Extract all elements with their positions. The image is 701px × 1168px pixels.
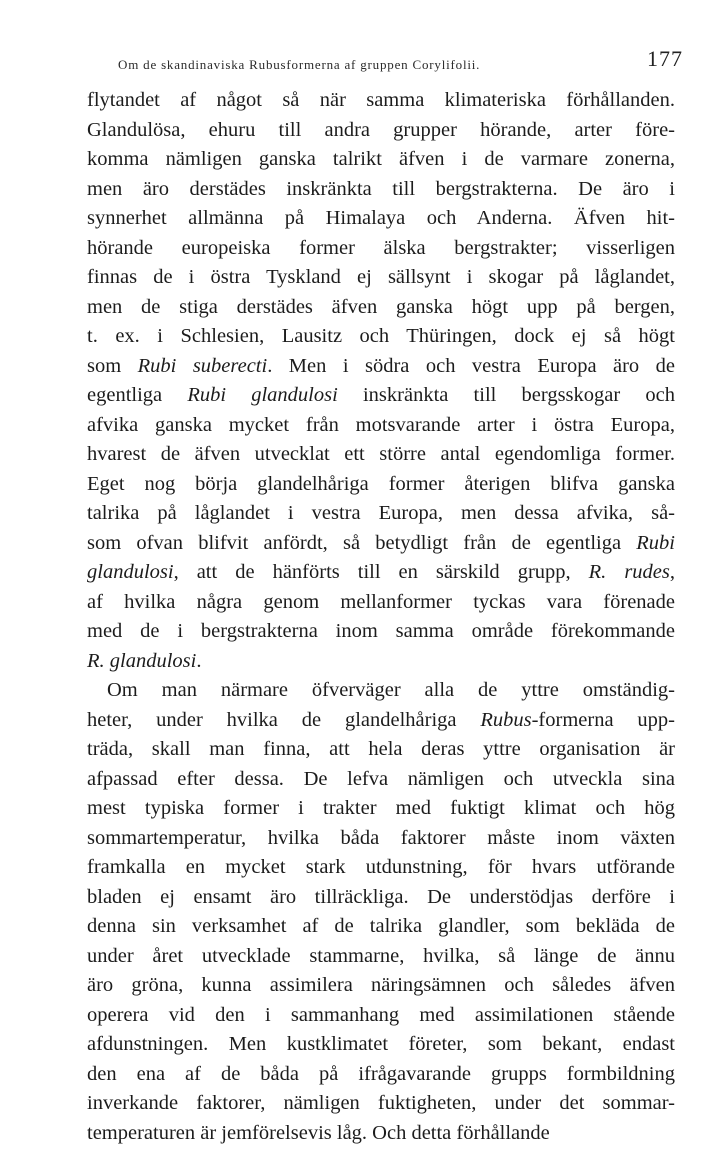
text-run: komma nämligen ganska talrikt äfven i de varmare zonerna, <box>87 148 675 170</box>
text-run: , <box>669 561 675 583</box>
text-run: den ena af de båda på ifrågavarande grupps formbildning <box>87 1062 675 1085</box>
text-line <box>87 529 675 559</box>
text-line <box>87 883 675 913</box>
text-line <box>87 1001 675 1031</box>
text-run: finnas de i östra Tyskland ej sällsynt i skogar på låglandet, <box>87 266 675 288</box>
text-line <box>87 470 675 500</box>
text-line <box>87 794 675 824</box>
text-run: Eget nog börja glandelhåriga former återigen blifva ganska <box>87 472 675 495</box>
text-line <box>87 617 675 647</box>
text-run: temperaturen är jemförelsevis låg. Och detta förhållande <box>87 1121 550 1144</box>
text-line <box>87 735 675 765</box>
text-line <box>87 116 675 146</box>
text-run: träda, skall man finna, att hela deras yttre organisation är <box>87 738 675 760</box>
italic-text: Rubus <box>480 708 532 731</box>
italic-text: R. glandulosi <box>87 649 197 672</box>
text-run: -formerna upp- <box>531 708 675 731</box>
text-line <box>87 1119 675 1149</box>
text-line <box>87 86 675 116</box>
text-line <box>87 322 675 352</box>
text-run: talrika på låglandet i vestra Europa, men dessa afvika, så- <box>87 502 675 524</box>
text-line <box>87 293 675 323</box>
text-run: . <box>196 649 202 672</box>
text-run: framkalla en mycket stark utdunstning, för hvars utförande <box>87 856 675 878</box>
text-run: heter, under hvilka de glandelhåriga <box>87 708 481 731</box>
text-line <box>87 175 675 205</box>
text-line <box>87 411 675 441</box>
text-line <box>87 676 675 706</box>
text-run: af hvilka några genom mellanformer tyckas vara förenade <box>87 590 675 613</box>
text-line <box>87 145 675 175</box>
text-run: operera vid den i sammanhang med assimilationen stående <box>87 1003 675 1026</box>
text-run: flytandet af något så när samma klimateriska förhållanden. <box>87 89 675 111</box>
text-run: under året utvecklade stammarne, hvilka, så länge de ännu <box>87 944 675 967</box>
text-line <box>87 765 675 795</box>
text-line <box>87 706 675 736</box>
text-line <box>87 558 675 588</box>
text-run: hvarest de äfven utvecklat ett större antal egendomliga former. <box>87 443 675 465</box>
italic-text: R. rudes <box>588 561 670 583</box>
text-line <box>87 1030 675 1060</box>
text-line <box>87 352 675 382</box>
text-run: men de stiga derstädes äfven ganska högt upp på bergen, <box>87 295 675 318</box>
text-run: äro gröna, kunna assimilera näringsämnen och således äfven <box>87 974 675 996</box>
text-run: denna sin verksamhet af de talrika glandler, som bekläda de <box>87 915 675 937</box>
italic-text: Rubi glandulosi <box>187 384 338 406</box>
text-run: med de i bergstrakterna inom samma område förekommande <box>87 620 675 642</box>
text-run: afpassad efter dessa. De lefva nämligen och utveckla sina <box>87 767 675 790</box>
italic-text: glandulosi <box>87 561 174 583</box>
text-run: inverkande faktorer, nämligen fuktigheten, under det sommar- <box>87 1092 675 1114</box>
body-text <box>87 86 675 1148</box>
text-run: synnerhet allmänna på Himalaya och Anderna. Äfven hit- <box>87 207 675 229</box>
page-number: 177 <box>647 46 683 71</box>
text-line <box>87 971 675 1001</box>
text-run: mest typiska former i trakter med fuktigt klimat och hög <box>87 797 675 819</box>
text-line <box>87 824 675 854</box>
text-run: t. ex. i Schlesien, Lausitz och Thüringen, dock ej så högt <box>87 325 675 347</box>
text-run: , att de hänförts till en särskild grupp, <box>173 561 589 583</box>
text-run: sommartemperatur, hvilka båda faktorer måste inom växten <box>87 826 675 849</box>
text-line <box>87 381 675 411</box>
text-run: Om man närmare öfverväger alla de yttre omständig- <box>107 679 675 701</box>
text-line <box>87 234 675 264</box>
text-run: inskränkta till bergsskogar och <box>337 384 675 406</box>
text-run: som ofvan blifvit anfördt, så betydligt från de egentliga <box>87 531 637 554</box>
text-run: bladen ej ensamt äro tillräckliga. De understödjas derföre i <box>87 885 675 908</box>
text-run: hörande europeiska former älska bergstrakter; visserligen <box>87 236 675 259</box>
text-line <box>87 647 675 677</box>
text-run: . Men i södra och vestra Europa äro de <box>267 354 675 377</box>
text-run: afdunstningen. Men kustklimatet företer, som bekant, endast <box>87 1033 675 1055</box>
italic-text: Rubi suberecti <box>137 354 268 377</box>
italic-text: Rubi <box>636 531 675 554</box>
text-line <box>87 912 675 942</box>
text-line <box>87 588 675 618</box>
text-line <box>87 1089 675 1119</box>
text-line <box>87 204 675 234</box>
text-run: egentliga <box>87 384 188 406</box>
text-run: som <box>87 354 138 377</box>
running-head: Om de skandinaviska Rubusformerna af gruppen Corylifolii. <box>118 57 481 72</box>
text-line <box>87 942 675 972</box>
text-line <box>87 853 675 883</box>
text-run: men äro derstädes inskränkta till bergstrakterna. De äro i <box>87 177 675 200</box>
text-run: afvika ganska mycket från motsvarande arter i östra Europa, <box>87 413 675 436</box>
text-line <box>87 263 675 293</box>
text-line <box>87 499 675 529</box>
text-run: Glandulösa, ehuru till andra grupper hörande, arter före- <box>87 118 675 141</box>
text-line <box>87 1060 675 1090</box>
text-line <box>87 440 675 470</box>
